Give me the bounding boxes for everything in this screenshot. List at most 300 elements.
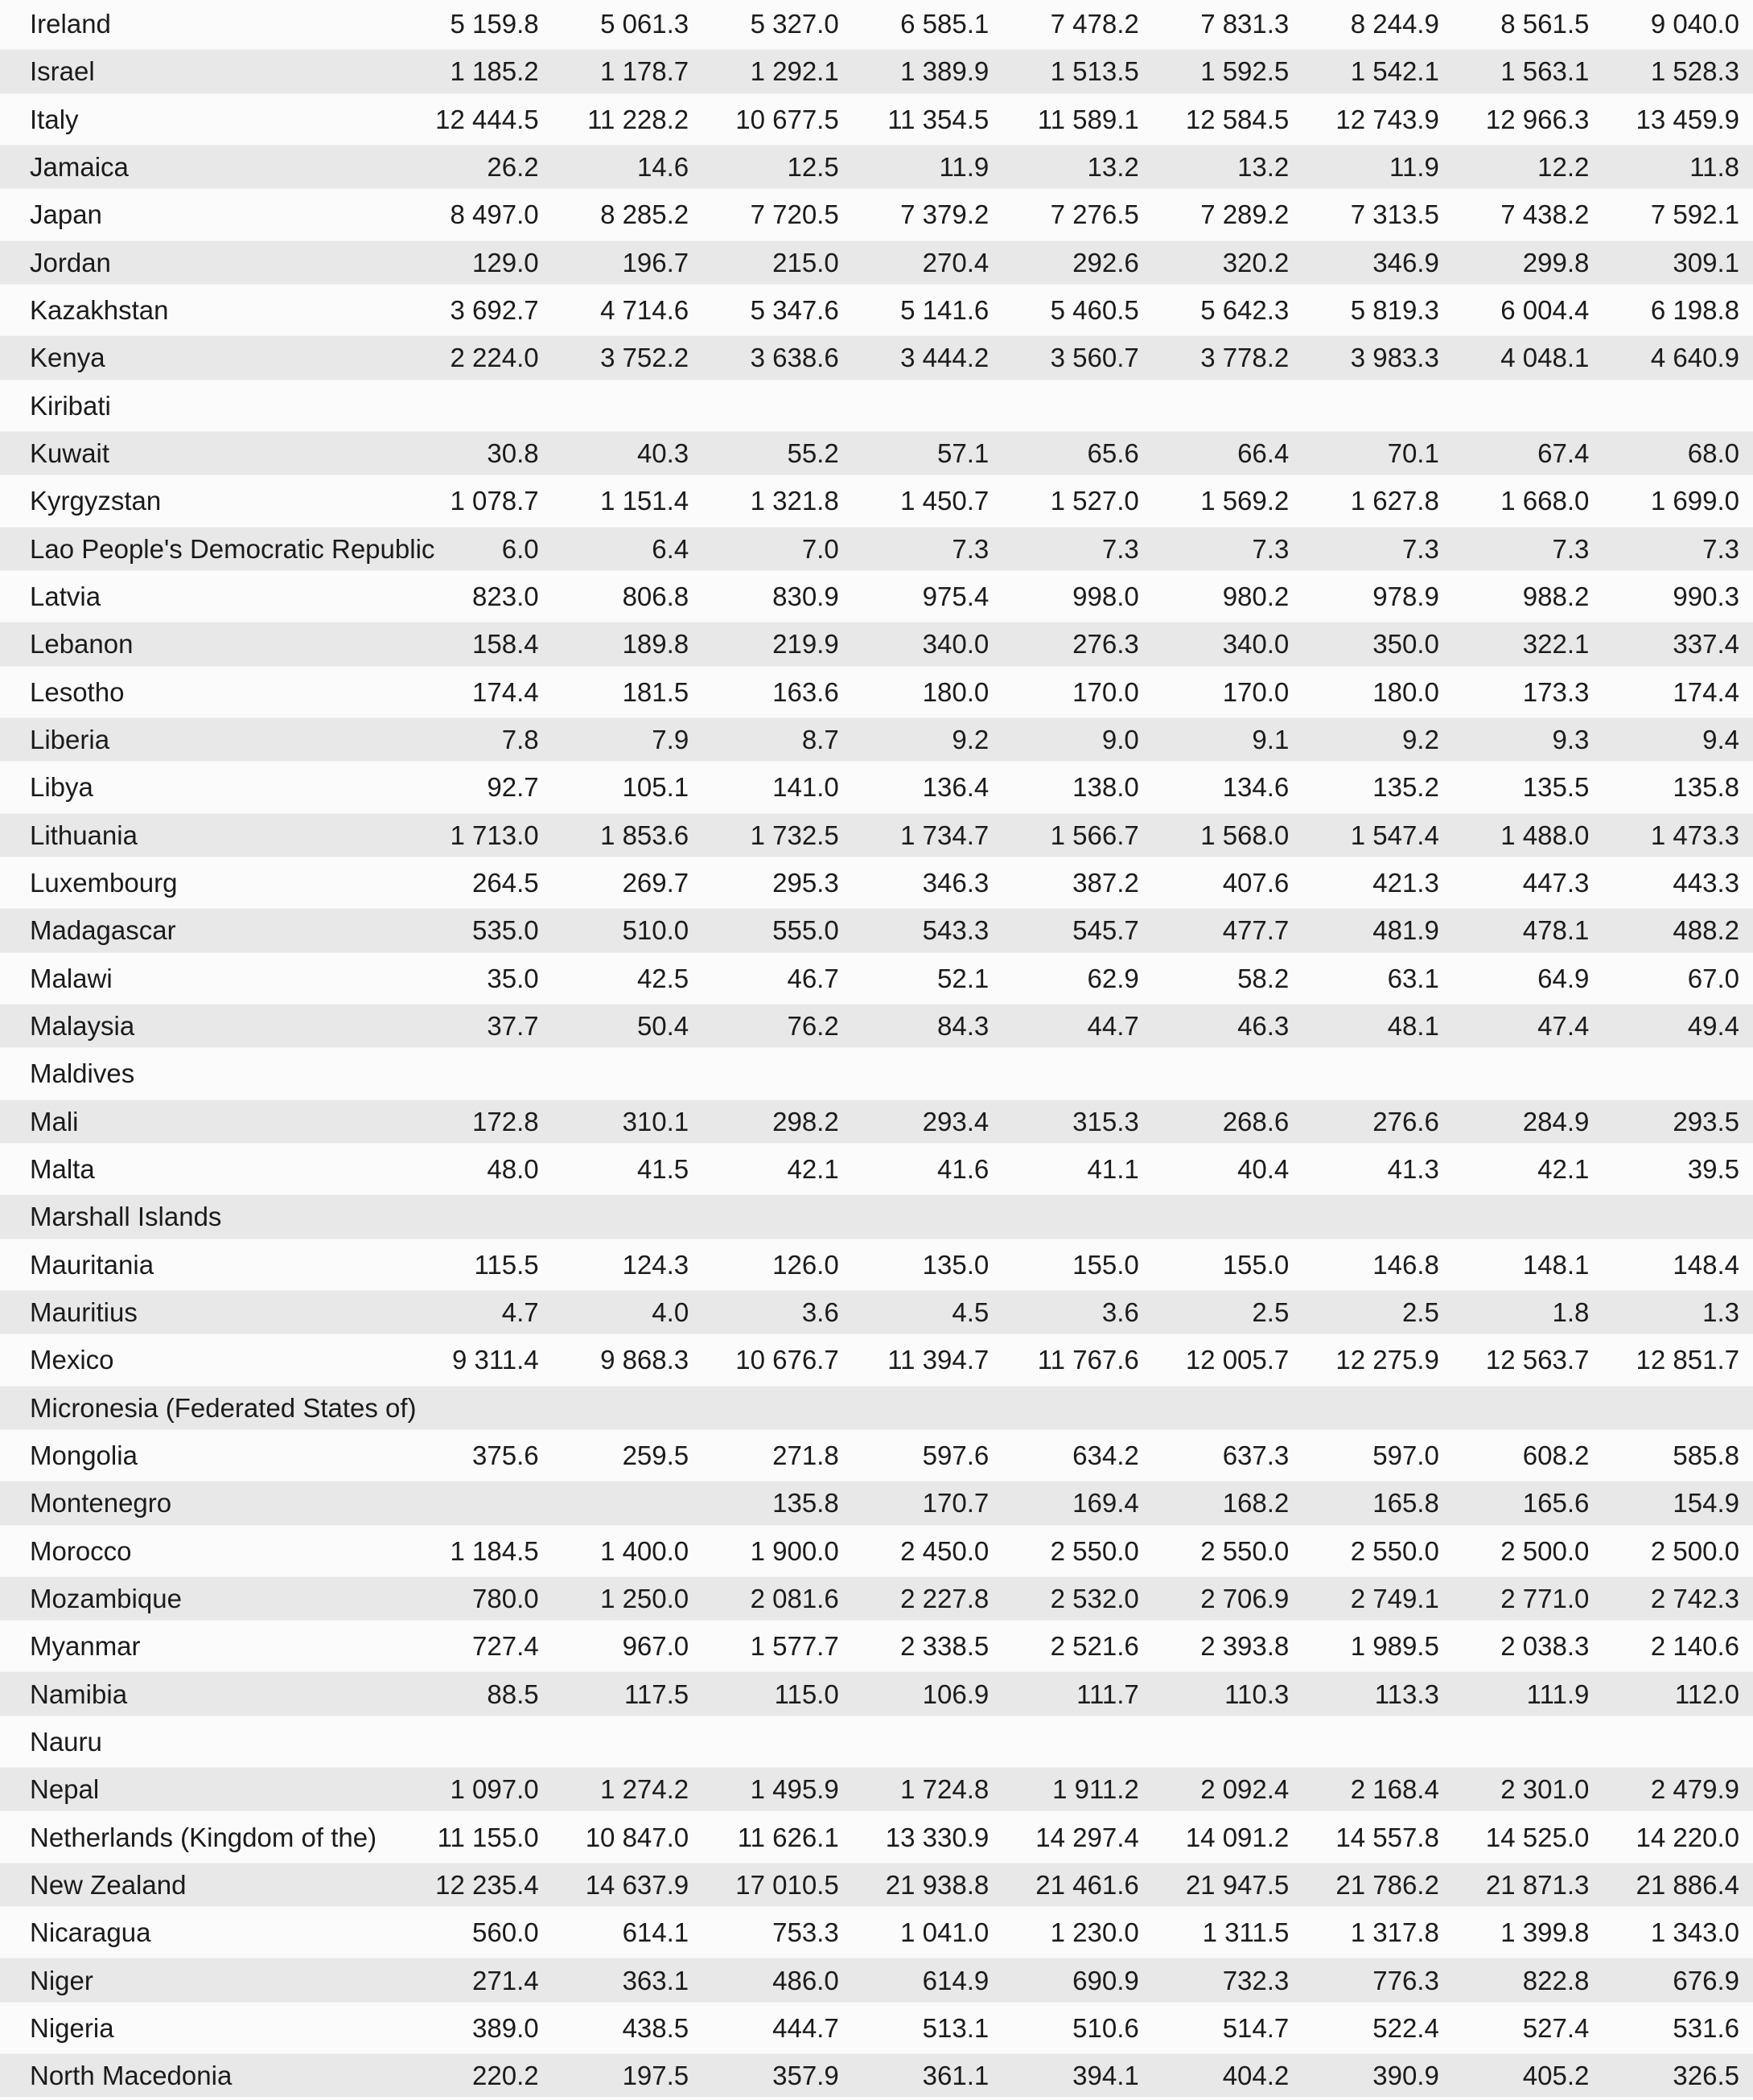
- value-cell: 134.6: [1153, 763, 1303, 811]
- value-cell: [702, 1193, 853, 1240]
- value-cell: 978.9: [1302, 573, 1453, 620]
- value-cell: 309.1: [1603, 239, 1753, 286]
- value-cell: 12 235.4: [402, 1861, 553, 1909]
- value-cell: 387.2: [1002, 859, 1153, 906]
- value-cell: 111.9: [1453, 1670, 1603, 1717]
- value-cell: 1 527.0: [1002, 477, 1153, 524]
- value-cell: 172.8: [402, 1098, 553, 1145]
- value-cell: 10 847.0: [553, 1813, 703, 1860]
- value-cell: 9 868.3: [553, 1336, 703, 1383]
- value-cell: 141.0: [702, 763, 853, 811]
- value-cell: 7 289.2: [1153, 191, 1303, 238]
- country-cell: Myanmar: [0, 1622, 402, 1670]
- value-cell: 17 010.5: [702, 1861, 853, 1909]
- value-cell: 8 244.9: [1302, 0, 1453, 47]
- country-cell: Ireland: [0, 0, 402, 47]
- value-cell: 115.5: [402, 1241, 553, 1288]
- table-row: [0, 1765, 1753, 1813]
- value-cell: 126.0: [702, 1241, 853, 1288]
- table-row: [0, 1432, 1753, 1479]
- value-cell: 11.9: [1302, 143, 1453, 191]
- value-cell: 57.1: [853, 429, 1003, 477]
- value-cell: 478.1: [1453, 906, 1603, 954]
- value-cell: 58.2: [1153, 955, 1303, 1002]
- value-cell: 1 178.7: [553, 47, 703, 95]
- value-cell: 7 313.5: [1302, 191, 1453, 238]
- value-cell: 8 285.2: [553, 191, 703, 238]
- value-cell: 11 228.2: [553, 96, 703, 143]
- value-cell: 41.6: [853, 1145, 1003, 1193]
- table-row: [0, 1002, 1753, 1050]
- value-cell: [702, 1718, 853, 1765]
- value-cell: 148.1: [1453, 1241, 1603, 1288]
- value-cell: 780.0: [402, 1575, 553, 1622]
- table-row: [0, 1098, 1753, 1145]
- value-cell: 14 220.0: [1603, 1813, 1753, 1860]
- country-cell: Nauru: [0, 1718, 402, 1765]
- value-cell: 634.2: [1002, 1432, 1153, 1479]
- value-cell: [1302, 1050, 1453, 1097]
- value-cell: 2 742.3: [1603, 1575, 1753, 1622]
- table-row: [0, 47, 1753, 95]
- table-row: [0, 1813, 1753, 1860]
- table-row: [0, 1622, 1753, 1670]
- value-cell: 690.9: [1002, 1956, 1153, 2003]
- value-cell: 2 550.0: [1002, 1527, 1153, 1575]
- value-cell: 135.2: [1302, 763, 1453, 811]
- value-cell: 988.2: [1453, 573, 1603, 620]
- country-cell: Malta: [0, 1145, 402, 1193]
- value-cell: 1 853.6: [553, 812, 703, 859]
- value-cell: 486.0: [702, 1956, 853, 2003]
- value-cell: 155.0: [1002, 1241, 1153, 1288]
- value-cell: 68.0: [1603, 429, 1753, 477]
- value-cell: 21 461.6: [1002, 1861, 1153, 1909]
- value-cell: 980.2: [1153, 573, 1303, 620]
- value-cell: 276.3: [1002, 620, 1153, 668]
- value-cell: 1 473.3: [1603, 812, 1753, 859]
- value-cell: 9.4: [1603, 716, 1753, 763]
- value-cell: 5 061.3: [553, 0, 703, 47]
- value-cell: 12 563.7: [1453, 1336, 1603, 1383]
- value-cell: 12 584.5: [1153, 96, 1303, 143]
- value-cell: 2 500.0: [1603, 1527, 1753, 1575]
- country-cell: New Zealand: [0, 1861, 402, 1909]
- value-cell: 117.5: [553, 1670, 703, 1717]
- value-cell: 111.7: [1002, 1670, 1153, 1717]
- value-cell: [1302, 1193, 1453, 1240]
- value-cell: 389.0: [402, 2004, 553, 2052]
- value-cell: 822.8: [1453, 1956, 1603, 2003]
- table-row: [0, 1384, 1753, 1432]
- value-cell: 1 547.4: [1302, 812, 1453, 859]
- value-cell: [853, 1718, 1003, 1765]
- value-cell: 1 343.0: [1603, 1909, 1753, 1956]
- value-cell: 1 513.5: [1002, 47, 1153, 95]
- value-cell: 40.3: [553, 429, 703, 477]
- value-cell: [1153, 1384, 1303, 1432]
- value-cell: 7.8: [402, 716, 553, 763]
- value-cell: 21 938.8: [853, 1861, 1003, 1909]
- value-cell: 2 227.8: [853, 1575, 1003, 1622]
- value-cell: [553, 382, 703, 429]
- value-cell: [1302, 1718, 1453, 1765]
- value-cell: 488.2: [1603, 906, 1753, 954]
- value-cell: 270.4: [853, 239, 1003, 286]
- country-cell: Niger: [0, 1956, 402, 2003]
- value-cell: 115.0: [702, 1670, 853, 1717]
- table-row: [0, 1527, 1753, 1575]
- value-cell: [1153, 1193, 1303, 1240]
- value-cell: 1 399.8: [1453, 1909, 1603, 1956]
- table-row: [0, 1718, 1753, 1765]
- value-cell: 361.1: [853, 2052, 1003, 2099]
- country-cell: Madagascar: [0, 906, 402, 954]
- value-cell: 293.5: [1603, 1098, 1753, 1145]
- country-cell: Latvia: [0, 573, 402, 620]
- value-cell: 10 676.7: [702, 1336, 853, 1383]
- value-cell: 292.6: [1002, 239, 1153, 286]
- value-cell: 21 886.4: [1603, 1861, 1753, 1909]
- country-cell: Lebanon: [0, 620, 402, 668]
- value-cell: [402, 382, 553, 429]
- table-row: [0, 525, 1753, 573]
- value-cell: 44.7: [1002, 1002, 1153, 1050]
- value-cell: 2 140.6: [1603, 1622, 1753, 1670]
- value-cell: 776.3: [1302, 1956, 1453, 2003]
- table-row: [0, 429, 1753, 477]
- table-row: [0, 477, 1753, 524]
- value-cell: 124.3: [553, 1241, 703, 1288]
- value-cell: 136.4: [853, 763, 1003, 811]
- value-cell: 163.6: [702, 668, 853, 716]
- value-cell: [1453, 1384, 1603, 1432]
- value-cell: 169.4: [1002, 1479, 1153, 1527]
- value-cell: 138.0: [1002, 763, 1153, 811]
- country-cell: Malaysia: [0, 1002, 402, 1050]
- value-cell: 340.0: [1153, 620, 1303, 668]
- value-cell: 477.7: [1153, 906, 1303, 954]
- value-cell: 1 724.8: [853, 1765, 1003, 1813]
- value-cell: 146.8: [1302, 1241, 1453, 1288]
- value-cell: 14 637.9: [553, 1861, 703, 1909]
- country-cell: Italy: [0, 96, 402, 143]
- value-cell: 67.4: [1453, 429, 1603, 477]
- value-cell: [1302, 1384, 1453, 1432]
- value-cell: 1.8: [1453, 1288, 1603, 1336]
- value-cell: [553, 1479, 703, 1527]
- value-cell: 1.3: [1603, 1288, 1753, 1336]
- value-cell: 443.3: [1603, 859, 1753, 906]
- value-cell: 7.9: [553, 716, 703, 763]
- value-cell: 990.3: [1603, 573, 1753, 620]
- value-cell: 2.5: [1153, 1288, 1303, 1336]
- value-cell: 113.3: [1302, 1670, 1453, 1717]
- value-cell: 284.9: [1453, 1098, 1603, 1145]
- value-cell: [402, 1479, 553, 1527]
- value-cell: 271.8: [702, 1432, 853, 1479]
- value-cell: 148.4: [1603, 1241, 1753, 1288]
- value-cell: 7.3: [1603, 525, 1753, 573]
- country-cell: Malawi: [0, 955, 402, 1002]
- value-cell: 1 185.2: [402, 47, 553, 95]
- value-cell: 1 734.7: [853, 812, 1003, 859]
- value-cell: 597.0: [1302, 1432, 1453, 1479]
- value-cell: 48.1: [1302, 1002, 1453, 1050]
- value-cell: 1 488.0: [1453, 812, 1603, 859]
- value-cell: 14 557.8: [1302, 1813, 1453, 1860]
- value-cell: 62.9: [1002, 955, 1153, 1002]
- value-cell: 7.3: [1153, 525, 1303, 573]
- value-cell: 6 198.8: [1603, 286, 1753, 334]
- value-cell: 9.0: [1002, 716, 1153, 763]
- country-cell: Jamaica: [0, 143, 402, 191]
- value-cell: 7.3: [1002, 525, 1153, 573]
- value-cell: [702, 382, 853, 429]
- table-row: [0, 1145, 1753, 1193]
- value-cell: 13 330.9: [853, 1813, 1003, 1860]
- value-cell: 3 983.3: [1302, 334, 1453, 381]
- country-cell: Luxembourg: [0, 859, 402, 906]
- value-cell: 1 250.0: [553, 1575, 703, 1622]
- value-cell: 4.7: [402, 1288, 553, 1336]
- value-cell: 4 048.1: [1453, 334, 1603, 381]
- country-cell: Morocco: [0, 1527, 402, 1575]
- value-cell: [1453, 382, 1603, 429]
- value-cell: 1 563.1: [1453, 47, 1603, 95]
- value-cell: [1603, 1384, 1753, 1432]
- value-cell: 37.7: [402, 1002, 553, 1050]
- value-cell: 1 569.2: [1153, 477, 1303, 524]
- value-cell: 2 092.4: [1153, 1765, 1303, 1813]
- value-cell: 42.1: [702, 1145, 853, 1193]
- value-cell: 560.0: [402, 1909, 553, 1956]
- value-cell: 3 560.7: [1002, 334, 1153, 381]
- value-cell: [402, 1050, 553, 1097]
- value-cell: 3 638.6: [702, 334, 853, 381]
- value-cell: 823.0: [402, 573, 553, 620]
- table-row: [0, 1575, 1753, 1622]
- value-cell: 170.7: [853, 1479, 1003, 1527]
- value-cell: 64.9: [1453, 955, 1603, 1002]
- value-cell: 2 550.0: [1302, 1527, 1453, 1575]
- value-cell: 444.7: [702, 2004, 853, 2052]
- value-cell: 12 966.3: [1453, 96, 1603, 143]
- value-cell: 2 749.1: [1302, 1575, 1453, 1622]
- table-row: [0, 1670, 1753, 1717]
- value-cell: 8 561.5: [1453, 0, 1603, 47]
- value-cell: 155.0: [1153, 1241, 1303, 1288]
- value-cell: 535.0: [402, 906, 553, 954]
- country-cell: Montenegro: [0, 1479, 402, 1527]
- value-cell: 2 393.8: [1153, 1622, 1303, 1670]
- value-cell: 55.2: [702, 429, 853, 477]
- value-cell: 2 168.4: [1302, 1765, 1453, 1813]
- value-cell: 2 532.0: [1002, 1575, 1153, 1622]
- value-cell: 2 450.0: [853, 1527, 1003, 1575]
- value-cell: 357.9: [702, 2052, 853, 2099]
- value-cell: 269.7: [553, 859, 703, 906]
- value-cell: [1603, 382, 1753, 429]
- value-cell: 1 592.5: [1153, 47, 1303, 95]
- value-cell: 30.8: [402, 429, 553, 477]
- country-cell: Mauritania: [0, 1241, 402, 1288]
- value-cell: 346.9: [1302, 239, 1453, 286]
- value-cell: 220.2: [402, 2052, 553, 2099]
- table-row: [0, 573, 1753, 620]
- value-cell: 21 947.5: [1153, 1861, 1303, 1909]
- value-cell: 322.1: [1453, 620, 1603, 668]
- value-cell: 42.1: [1453, 1145, 1603, 1193]
- value-cell: [853, 382, 1003, 429]
- value-cell: 7 831.3: [1153, 0, 1303, 47]
- value-cell: 63.1: [1302, 955, 1453, 1002]
- value-cell: 8.7: [702, 716, 853, 763]
- value-cell: [1453, 1718, 1603, 1765]
- value-cell: 219.9: [702, 620, 853, 668]
- value-cell: 727.4: [402, 1622, 553, 1670]
- country-cell: Kuwait: [0, 429, 402, 477]
- value-cell: 52.1: [853, 955, 1003, 1002]
- country-cell: North Macedonia: [0, 2052, 402, 2099]
- value-cell: 3 692.7: [402, 286, 553, 334]
- value-cell: 11 767.6: [1002, 1336, 1153, 1383]
- value-cell: 390.9: [1302, 2052, 1453, 2099]
- value-cell: [553, 1718, 703, 1765]
- value-cell: 6 004.4: [1453, 286, 1603, 334]
- table-row: [0, 143, 1753, 191]
- value-cell: 1 528.3: [1603, 47, 1753, 95]
- value-cell: 2 224.0: [402, 334, 553, 381]
- value-cell: 12 851.7: [1603, 1336, 1753, 1383]
- value-cell: [1002, 1050, 1153, 1097]
- value-cell: [1002, 1193, 1153, 1240]
- value-cell: 12 275.9: [1302, 1336, 1453, 1383]
- value-cell: 12 444.5: [402, 96, 553, 143]
- value-cell: 1 450.7: [853, 477, 1003, 524]
- value-cell: 65.6: [1002, 429, 1153, 477]
- country-cell: Nicaragua: [0, 1909, 402, 1956]
- value-cell: 41.1: [1002, 1145, 1153, 1193]
- value-cell: 39.5: [1603, 1145, 1753, 1193]
- value-cell: 158.4: [402, 620, 553, 668]
- value-cell: 310.1: [553, 1098, 703, 1145]
- value-cell: 11.8: [1603, 143, 1753, 191]
- value-cell: 2 338.5: [853, 1622, 1003, 1670]
- country-cell: Netherlands (Kingdom of the): [0, 1813, 402, 1860]
- table-row: [0, 955, 1753, 1002]
- table-row: [0, 1956, 1753, 2003]
- value-cell: 543.3: [853, 906, 1003, 954]
- value-cell: 2 521.6: [1002, 1622, 1153, 1670]
- value-cell: [1153, 1050, 1303, 1097]
- value-cell: 2 301.0: [1453, 1765, 1603, 1813]
- country-cell: Libya: [0, 763, 402, 811]
- value-cell: 375.6: [402, 1432, 553, 1479]
- value-cell: 3.6: [1002, 1288, 1153, 1336]
- country-cell: Mexico: [0, 1336, 402, 1383]
- value-cell: 5 159.8: [402, 0, 553, 47]
- value-cell: 1 184.5: [402, 1527, 553, 1575]
- table-row: [0, 1050, 1753, 1097]
- country-cell: Marshall Islands: [0, 1193, 402, 1240]
- value-cell: 12.2: [1453, 143, 1603, 191]
- country-cell: Mali: [0, 1098, 402, 1145]
- value-cell: 2 771.0: [1453, 1575, 1603, 1622]
- value-cell: 608.2: [1453, 1432, 1603, 1479]
- value-cell: 555.0: [702, 906, 853, 954]
- value-cell: 6 585.1: [853, 0, 1003, 47]
- table-row: [0, 2004, 1753, 2052]
- value-cell: 481.9: [1302, 906, 1453, 954]
- value-cell: 1 151.4: [553, 477, 703, 524]
- value-cell: 84.3: [853, 1002, 1003, 1050]
- value-cell: 49.4: [1603, 1002, 1753, 1050]
- value-cell: 1 732.5: [702, 812, 853, 859]
- country-cell: Kazakhstan: [0, 286, 402, 334]
- value-cell: [702, 1384, 853, 1432]
- value-cell: 6.0: [402, 525, 553, 573]
- value-cell: 21 786.2: [1302, 1861, 1453, 1909]
- value-cell: 326.5: [1603, 2052, 1753, 2099]
- value-cell: 40.4: [1153, 1145, 1303, 1193]
- table-row: [0, 334, 1753, 381]
- value-cell: 165.6: [1453, 1479, 1603, 1527]
- value-cell: 7.3: [1302, 525, 1453, 573]
- value-cell: 165.8: [1302, 1479, 1453, 1527]
- value-cell: 7 276.5: [1002, 191, 1153, 238]
- value-cell: 1 911.2: [1002, 1765, 1153, 1813]
- value-cell: 394.1: [1002, 2052, 1153, 2099]
- value-cell: 732.3: [1153, 1956, 1303, 2003]
- value-cell: [553, 1050, 703, 1097]
- value-cell: [702, 1050, 853, 1097]
- value-cell: 1 627.8: [1302, 477, 1453, 524]
- country-cell: Kyrgyzstan: [0, 477, 402, 524]
- value-cell: 510.0: [553, 906, 703, 954]
- value-cell: 174.4: [402, 668, 553, 716]
- table-row: [0, 1861, 1753, 1909]
- country-cell: Kenya: [0, 334, 402, 381]
- value-cell: 299.8: [1453, 239, 1603, 286]
- value-cell: 2.5: [1302, 1288, 1453, 1336]
- table-row: [0, 1479, 1753, 1527]
- value-cell: 11.9: [853, 143, 1003, 191]
- value-cell: 1 317.8: [1302, 1909, 1453, 1956]
- value-cell: 514.7: [1153, 2004, 1303, 2052]
- table-row: [0, 1909, 1753, 1956]
- table-row: [0, 191, 1753, 238]
- value-cell: 7.0: [702, 525, 853, 573]
- value-cell: 597.6: [853, 1432, 1003, 1479]
- value-cell: 1 400.0: [553, 1527, 703, 1575]
- value-cell: 421.3: [1302, 859, 1453, 906]
- value-cell: 7 720.5: [702, 191, 853, 238]
- value-cell: 70.1: [1302, 429, 1453, 477]
- value-cell: 527.4: [1453, 2004, 1603, 2052]
- country-cell: Mozambique: [0, 1575, 402, 1622]
- country-cell: Japan: [0, 191, 402, 238]
- value-cell: 135.0: [853, 1241, 1003, 1288]
- value-cell: 129.0: [402, 239, 553, 286]
- value-cell: 9.3: [1453, 716, 1603, 763]
- value-cell: 1 668.0: [1453, 477, 1603, 524]
- value-cell: 66.4: [1153, 429, 1303, 477]
- value-cell: [1453, 1193, 1603, 1240]
- value-cell: [1453, 1050, 1603, 1097]
- value-cell: 447.3: [1453, 859, 1603, 906]
- value-cell: 7 592.1: [1603, 191, 1753, 238]
